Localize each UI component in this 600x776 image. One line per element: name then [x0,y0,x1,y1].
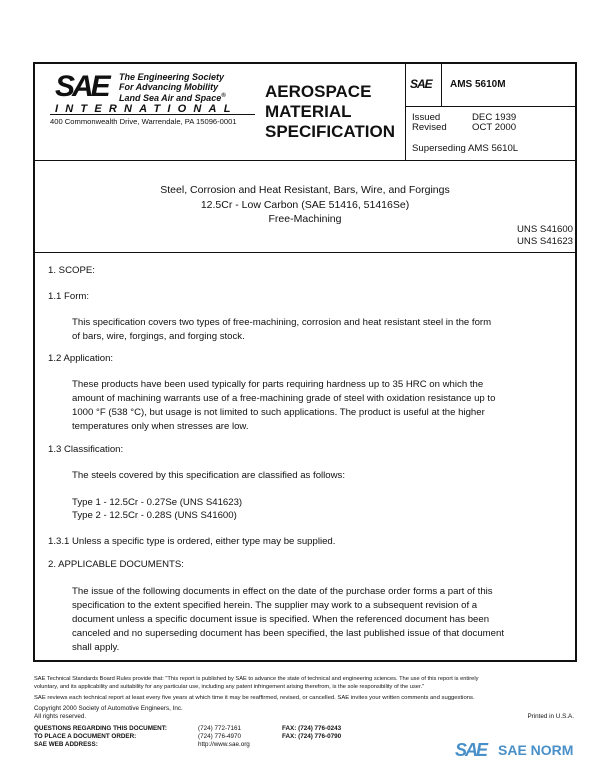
contact-label: QUESTIONS REGARDING THIS DOCUMENT: [34,725,167,732]
uns-number: UNS S41623 [517,236,573,247]
divider [405,62,406,161]
copyright: Copyright 2000 Society of Automotive Engineers, Inc. [34,705,183,712]
watermark-text: SAE NORM [498,742,574,758]
divider [441,62,442,106]
small-sae-logo: SAE [410,77,432,91]
paragraph-line: 1000 °F (538 °C), but usage is not limited to such applications. The product is useful at the higher [72,407,485,418]
doc-type-line: AEROSPACE [265,82,372,101]
address: 400 Commonwealth Drive, Warrendale, PA 15096-0001 [50,117,237,126]
contact-label: TO PLACE A DOCUMENT ORDER: [34,733,137,740]
doc-type-line: MATERIAL [265,102,352,121]
sae-logo: SAE [55,70,108,103]
revised-label: Revised [412,122,447,133]
paragraph-line: shall apply. [72,642,120,653]
section-heading: 1.3 Classification: [48,444,124,455]
divider [33,160,577,161]
printed-in: Printed in U.S.A. [527,713,574,720]
type-line: Type 2 - 12.5Cr - 0.28S (UNS S41600) [72,510,237,521]
doc-type-line: SPECIFICATION [265,122,396,141]
contact-fax: FAX: (724) 776-0243 [282,725,342,732]
footer-review: SAE reviews each technical report at least every five years at which time it may be reaffirmed, revised, or cancelled. SAE invites your written comments and suggestions. [34,695,475,701]
contact-fax: FAX: (724) 776-0790 [282,733,342,740]
doc-type [265,82,395,142]
contact-label: SAE WEB ADDRESS: [34,741,98,748]
superseding: Superseding AMS 5610L [412,143,519,154]
paragraph-line: The steels covered by this specification are classified as follows: [72,470,346,481]
watermark-logo: SAE [455,740,487,760]
section-heading: 1.1 Form: [48,291,90,302]
registered-mark: ® [221,93,226,99]
uns-number: UNS S41600 [517,224,573,235]
section-heading: 2. APPLICABLE DOCUMENTS: [48,559,184,570]
type-line: Type 1 - 12.5Cr - 0.27Se (UNS S41623) [72,497,243,508]
revised-date: OCT 2000 [472,122,517,133]
tagline-line: For Advancing Mobility [119,81,219,92]
paragraph-line: These products have been used typically for parts requiring hardness up to 35 HRC on which the [72,379,484,390]
contact-phone: (724) 776-4970 [198,733,242,740]
international-text: INTERNATIONAL [55,103,238,115]
web-address-link[interactable]: http://www.sae.org [198,741,250,748]
title-line: Free-Machining [268,213,342,225]
paragraph-line: specification to the extent specified herein. The supplier may work to a subsequent revision of a [72,600,478,611]
issued-date: DEC 1939 [472,112,517,123]
contact-phone: (724) 772-7161 [198,725,242,732]
divider [33,252,577,253]
issued-label: Issued [412,112,441,123]
title-line: 12.5Cr - Low Carbon (SAE 51416, 51416Se) [200,199,410,211]
tagline-line: The Engineering Society [119,72,225,82]
tagline-line: Land Sea Air and Space [119,93,222,103]
section-heading: 1. SCOPE: [48,265,95,276]
title-line: Steel, Corrosion and Heat Resistant, Bars, Wire, and Forgings [160,184,450,196]
paragraph-line: canceled and no superseding document has been specified, the last published issue of that document [72,628,505,639]
copyright: All rights reserved. [34,713,87,720]
tagline [119,73,226,104]
paragraph-line: amount of machining warrants use of a free-machining grade of steel with oxidation resistance up to [72,393,496,404]
paragraph-line: This specification covers two types of free-machining, corrosion and heat resistant steel in the form [72,317,492,328]
paragraph-line: of bars, wire, forgings, and forging stock. [72,331,245,342]
paragraph-line: document unless a specific document issue is specified. When the referenced document has been [72,614,490,625]
paragraph-line: The issue of the following documents in effect on the date of the purchase order forms a part of this [72,586,493,597]
footer-notice: SAE Technical Standards Board Rules provide that: "This report is published by SAE to advance the state of technical and engineering sciences. The use of this report is entirely [34,676,479,682]
paragraph-line: temperatures only when stresses are low. [72,421,249,432]
divider [405,106,577,107]
section-heading: 1.3.1 Unless a specific type is ordered, either type may be supplied. [48,536,336,547]
section-heading: 1.2 Application: [48,353,114,364]
doc-number: AMS 5610M [450,79,506,90]
footer-notice: voluntary, and its applicability and suitability for any particular use, including any patent infringement arising therefrom, is the sole responsibility of the user." [34,684,425,690]
